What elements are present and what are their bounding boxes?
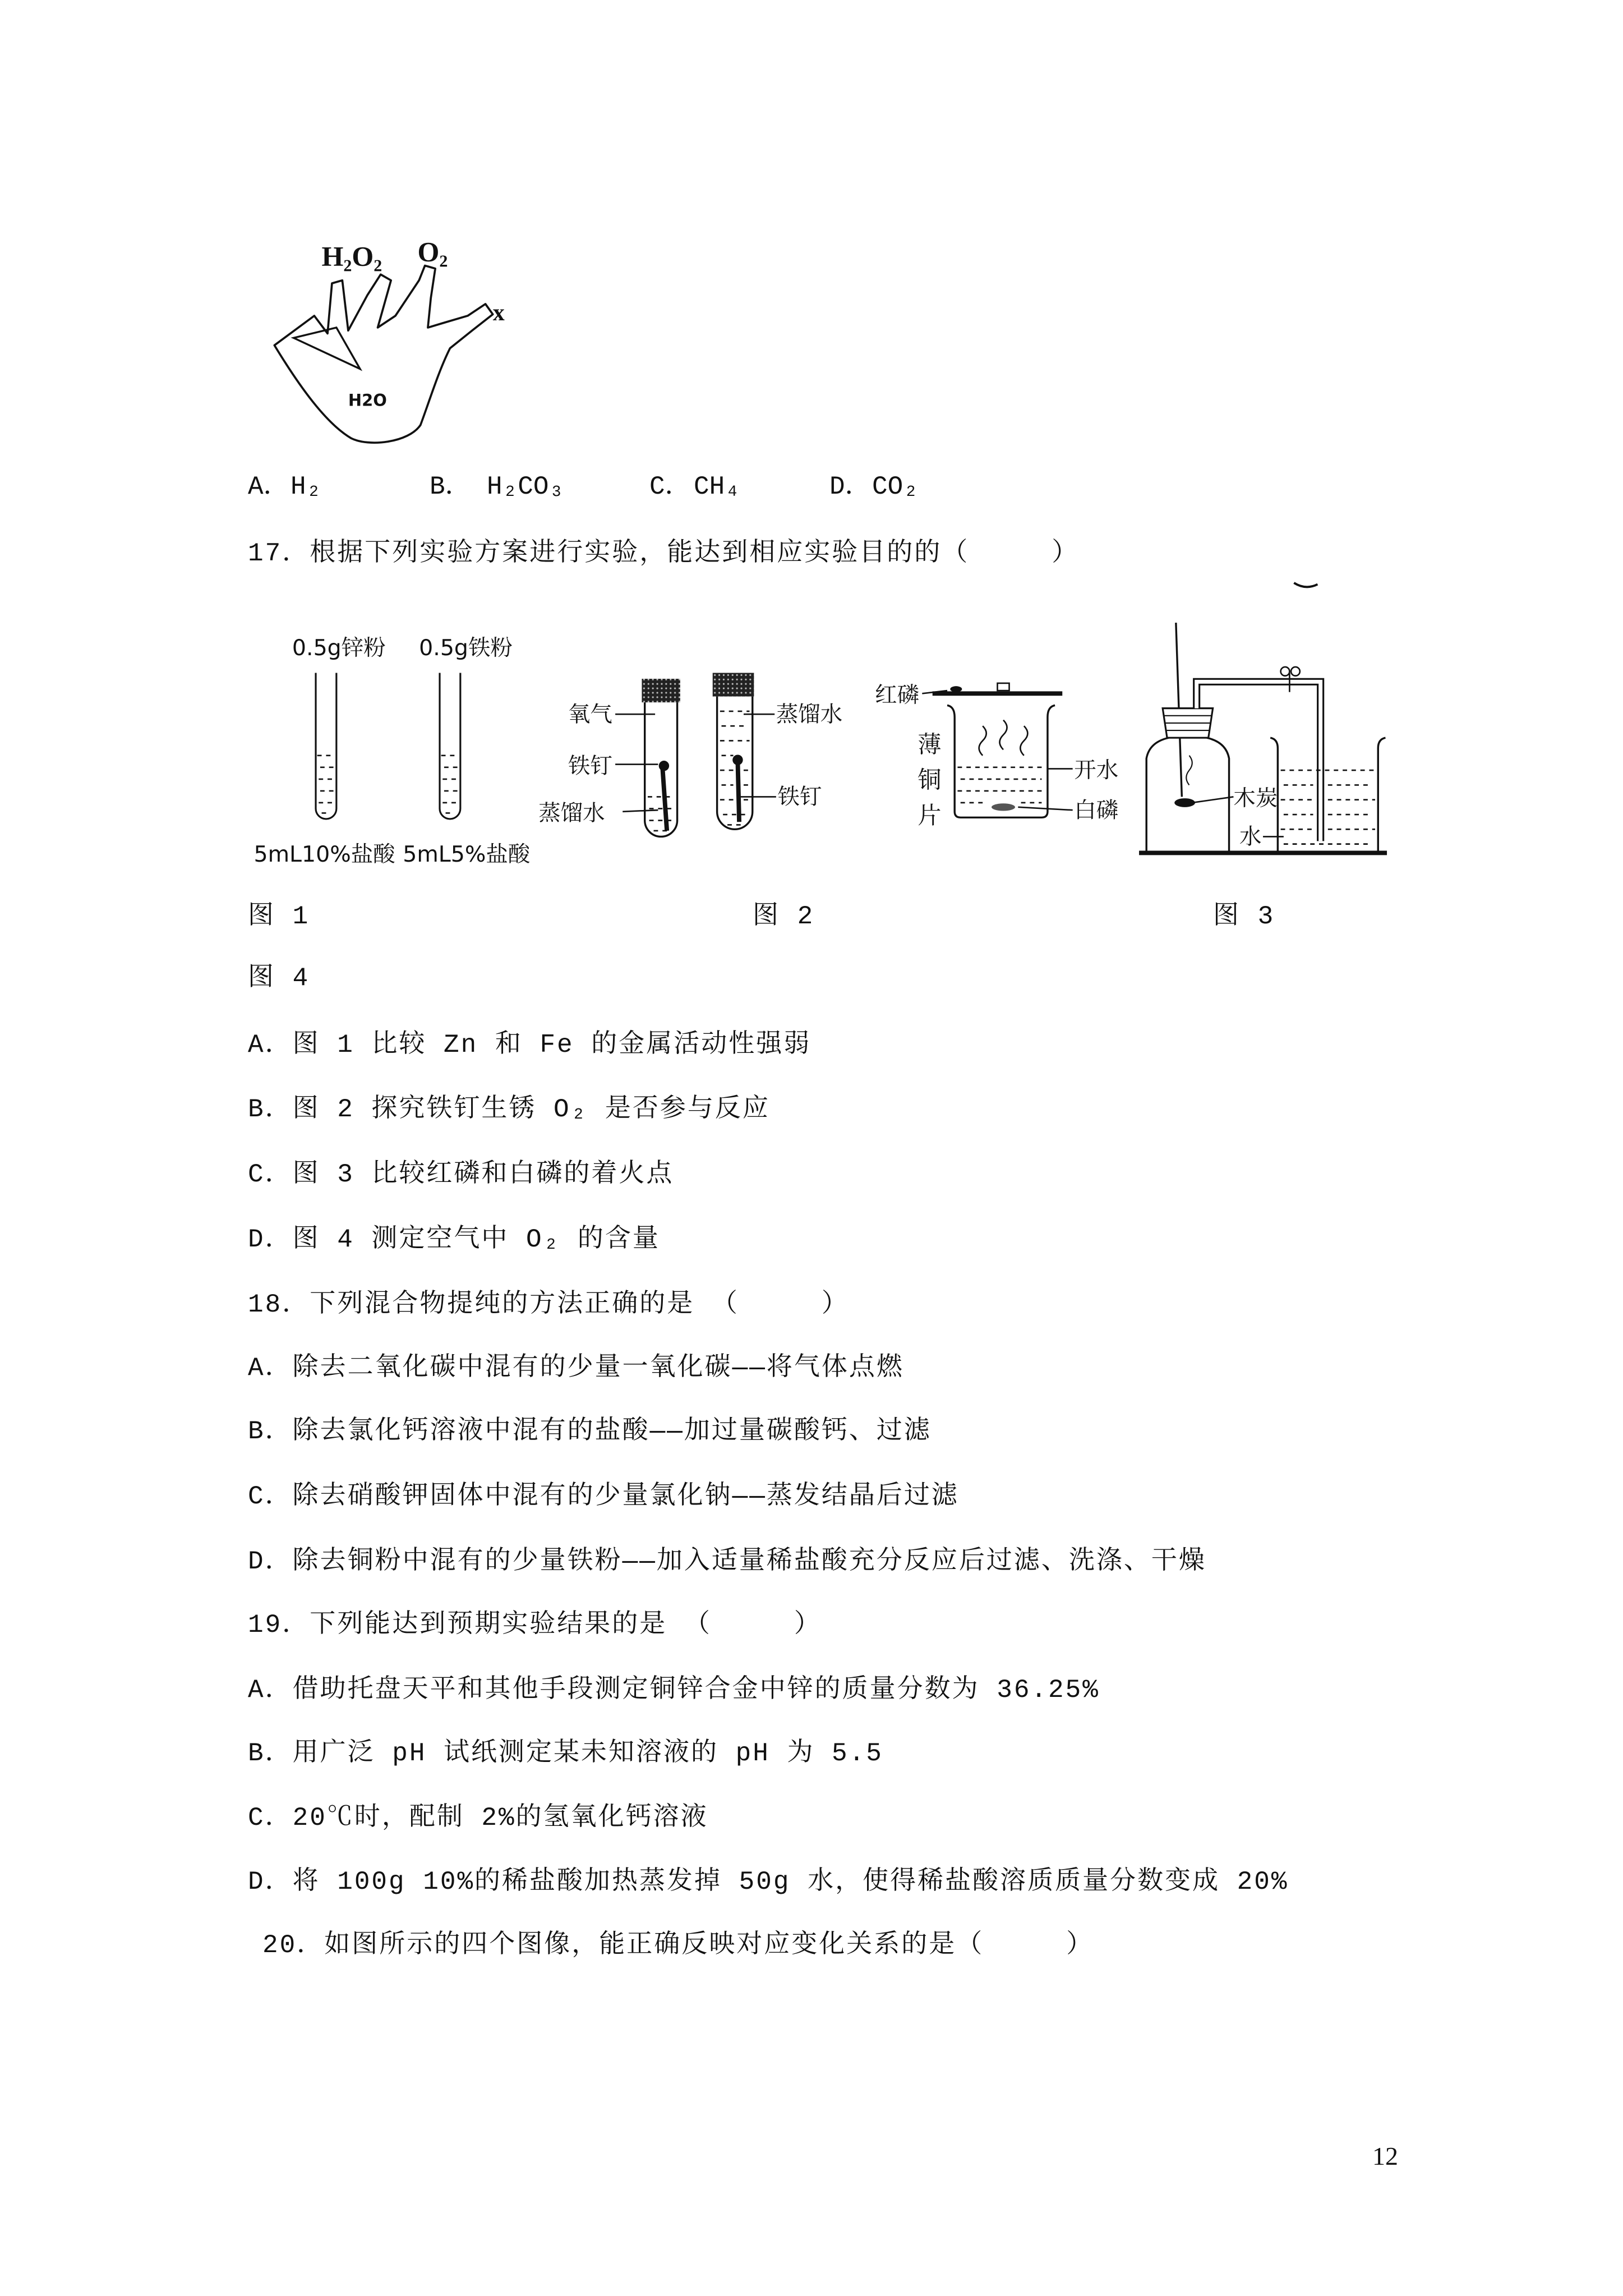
q20-stem: 20．如图所示的四个图像，能正确反映对应变化关系的是（ ） [262,1931,1094,1960]
q17-caption-fig2: 图 2 [753,902,815,931]
q17-option-c: C．图 3 比较红磷和白磷的着火点 [248,1160,674,1189]
fig3-hot-water-label: 开水 [1074,757,1119,784]
q16-option-d-letter: D． [829,472,871,501]
fig3-leader-white-phosphorus [1018,807,1072,810]
q17-option-d: D．图 4 测定空气中 O₂ 的含量 [248,1225,660,1254]
fig3-hot-water [957,767,1044,803]
q19-option-c: C．20℃时，配制 2%的氢氧化钙溶液 [248,1803,708,1833]
q18-option-a: A．除去二氧化碳中混有的少量一氧化碳——将气体点燃 [248,1354,904,1383]
fig2-right-stopper [713,673,754,696]
q17-stem: 17．根据下列实验方案进行实验，能达到相应实验目的的（ ） [248,539,1080,568]
q17-caption-fig4: 图 4 [248,964,310,993]
fig3-beaker [947,705,1055,817]
fig4-delivery-tube-outer [1197,682,1321,841]
fig3-white-phosphorus-label: 白磷 [1074,797,1119,823]
q16-label-o2: O₂ [417,236,448,268]
fig2-oxygen-label: 氧气 [568,701,612,728]
q16-label-h2o: H2O [348,390,387,410]
fig2-left-water [648,797,674,831]
page-number: 12 [1372,2142,1398,2170]
fig1-right-bottom-label: 5mL5%盐酸 [403,841,531,868]
q16-diagram-outline [274,265,492,443]
fig1-left-top-label: 0.5g锌粉 [292,634,386,661]
q17-option-b: B．图 2 探究铁钉生锈 O₂ 是否参与反应 [248,1095,770,1124]
fig3-leader-red-phosphorus [922,691,947,693]
fig2-left-test-tube [645,702,677,836]
q16-option-a-letter: A． [248,472,289,501]
q18-option-c: C．除去硝酸钾固体中混有的少量氯化钠——蒸发结晶后过滤 [248,1482,959,1511]
fig2-right-test-tube [717,697,753,830]
q16-option-d-text: CO₂ [872,472,919,501]
figure-3 [875,682,1118,829]
fig3-steam [979,720,1028,756]
fig1-right-acid [441,756,459,813]
fig2-left-stopper [642,679,680,702]
q18-stem: 18．下列混合物提纯的方法正确的是 （ ） [248,1290,849,1319]
fig4-stopper [1163,708,1212,738]
fig1-right-top-label: 0.5g铁粉 [419,634,513,661]
fig2-left-nail-head [659,761,669,771]
fig3-red-phosphorus [950,686,962,692]
q16-label-h2o2: H₂O₂ [321,240,382,272]
fig4-combustion-spoon-rod [1176,623,1182,797]
q16-label-x: x [492,299,505,326]
q16-option-a-text: H₂ [291,472,322,501]
fig3-white-phosphorus [992,803,1015,811]
fig2-right-water [720,711,750,825]
q16-option-c-text: CH₄ [694,472,740,501]
q19-option-a: A．借助托盘天平和其他手段测定铜锌合金中锌的质量分数为 36.25% [248,1676,1100,1705]
q16-option-c-letter: C． [649,472,691,501]
fig4-water [1281,770,1375,844]
fig2-leader-left-water [623,810,658,812]
figure-4 [1139,583,1387,853]
fig4-flame [1186,756,1192,785]
fig4-charcoal-label: 木炭 [1233,785,1278,812]
fig2-left-water-label: 蒸馏水 [538,800,605,826]
q19-option-b: B．用广泛 pH 试纸测定某未知溶液的 pH 为 5.5 [248,1739,883,1768]
q16-transformation-diagram [274,236,504,443]
fig4-beaker [1270,738,1385,853]
q16-diagram-wedge [294,328,360,369]
fig2-right-nail-head [732,754,743,765]
fig4-clamp [1281,667,1300,692]
fig3-copper-sheet-label-2: 铜 [917,766,942,794]
fig1-right-test-tube [440,673,460,818]
figure-2 [538,673,842,836]
fig2-right-nail-label: 铁钉 [777,784,822,810]
fig1-left-test-tube [316,673,336,818]
q19-stem: 19．下列能达到预期实验结果的是 （ ） [248,1611,822,1640]
fig4-water-label: 水 [1239,823,1262,850]
fig2-right-water-label: 蒸馏水 [776,701,843,728]
fig4-delivery-tube-inner [1197,682,1321,841]
q19-option-d: D．将 100g 10%的稀盐酸加热蒸发掉 50g 水，使得稀盐酸溶质质量分数变成 20% [248,1867,1289,1897]
fig2-left-nail [662,767,667,831]
q16-option-b-letter: B． [430,472,471,501]
fig1-left-bottom-label: 5mL10%盐酸 [253,841,395,868]
fig3-copper-sheet-label-3: 片 [917,801,942,829]
figure-1 [254,635,531,867]
q17-option-a: A．图 1 比较 Zn 和 Fe 的金属活动性强弱 [248,1030,811,1060]
fig1-left-acid [317,756,335,813]
q17-caption-fig1: 图 1 [248,902,310,931]
fig4-stopper-lines [1164,716,1211,730]
fig2-left-nail-label: 铁钉 [568,753,612,779]
fig4-leader-charcoal [1192,797,1234,803]
q16-option-b-text: H₂CO₃ [487,472,565,501]
fig3-plate-knob [997,683,1009,691]
fig2-right-nail [737,761,739,822]
fig3-red-phosphorus-label: 红磷 [875,682,920,708]
q17-caption-fig3: 图 3 [1213,902,1275,931]
fig4-charcoal [1174,798,1195,807]
q18-option-d: D．除去铜粉中混有的少量铁粉——加入适量稀盐酸充分反应后过滤、洗涤、干燥 [248,1547,1206,1576]
q18-option-b: B．除去氯化钙溶液中混有的盐酸——加过量碳酸钙、过滤 [248,1417,932,1446]
fig4-corner-mark [1294,583,1317,587]
fig3-copper-sheet-label-1: 薄 [917,730,942,758]
fig4-bottle [1146,738,1229,853]
